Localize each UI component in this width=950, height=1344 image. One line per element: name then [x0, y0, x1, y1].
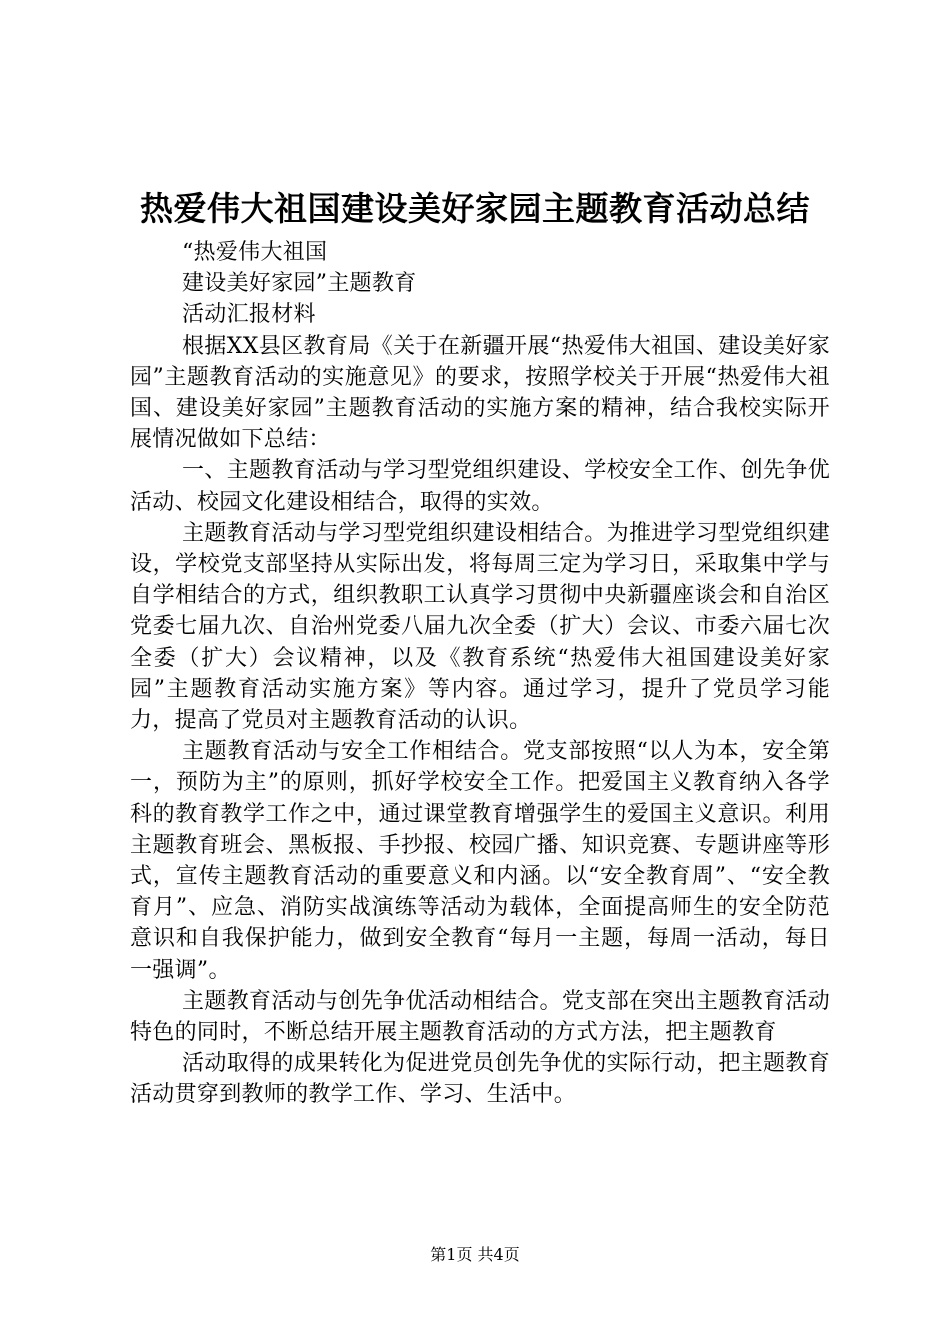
paragraph: 一、主题教育活动与学习型党组织建设、学校安全工作、创先争优活动、校园文化建设相结合，取得的实效。 [130, 458, 830, 515]
page-number: 第1页 共4页 [430, 1245, 520, 1264]
paragraph: 根据XX县区教育局《关于在新疆开展“热爱伟大祖国、建设美好家园”主题教育活动的实施意见》的要求，按照学校关于开展“热爱伟大祖国、建设美好家园”主题教育活动的实施方案的精神，结合我校实际开展情况做如下总结： [130, 333, 830, 453]
paragraph: 建设美好家园”主题教育 [182, 271, 417, 297]
paragraph: 主题教育活动与安全工作相结合。党支部按照“以人为本，安全第一，预防为主”的原则，抓好学校安全工作。把爱国主义教育纳入各学科的教育教学工作之中，通过课堂教育增强学生的爱国主义意识。利用主题教育班会、黑板报、手抄报、校园广播、知识竞赛、专题讲座等形式，宣传主题教育活动的重要意义和内涵。以“安全教育周”、“安全教育月”、应急、消防实战演练等活动为载体，全面提高师生的安全防范意识和自我保护能力，做到安全教育“每月一主题，每周一活动，每日一强调”。 [130, 739, 830, 983]
document-body [130, 237, 830, 1111]
paragraph: 活动取得的成果转化为促进党员创先争优的实际行动，把主题教育活动贯穿到教师的教学工作、学习、生活中。 [130, 1051, 830, 1108]
paragraph: 主题教育活动与创先争优活动相结合。党支部在突出主题教育活动特色的同时，不断总结开展主题教育活动的方式方法，把主题教育 [130, 988, 830, 1046]
paragraph: 主题教育活动与学习型党组织建设相结合。为推进学习型党组织建设，学校党支部坚持从实际出发，将每周三定为学习日，采取集中学与自学相结合的方式，组织教职工认真学习贯彻中央新疆座谈会和自治区党委七届九次、自治州党委八届九次全委（扩大）会议、市委六届七次全委（扩大）会议精神，以及《教育系统“热爱伟大祖国建设美好家园”主题教育活动实施方案》等内容。通过学习，提升了党员学习能力，提高了党员对主题教育活动的认识。 [130, 520, 830, 734]
document-title: 热爱伟大祖国建设美好家园主题教育活动总结 [140, 189, 810, 228]
paragraph: “热爱伟大祖国 [182, 240, 328, 265]
paragraph: 活动汇报材料 [182, 302, 316, 328]
